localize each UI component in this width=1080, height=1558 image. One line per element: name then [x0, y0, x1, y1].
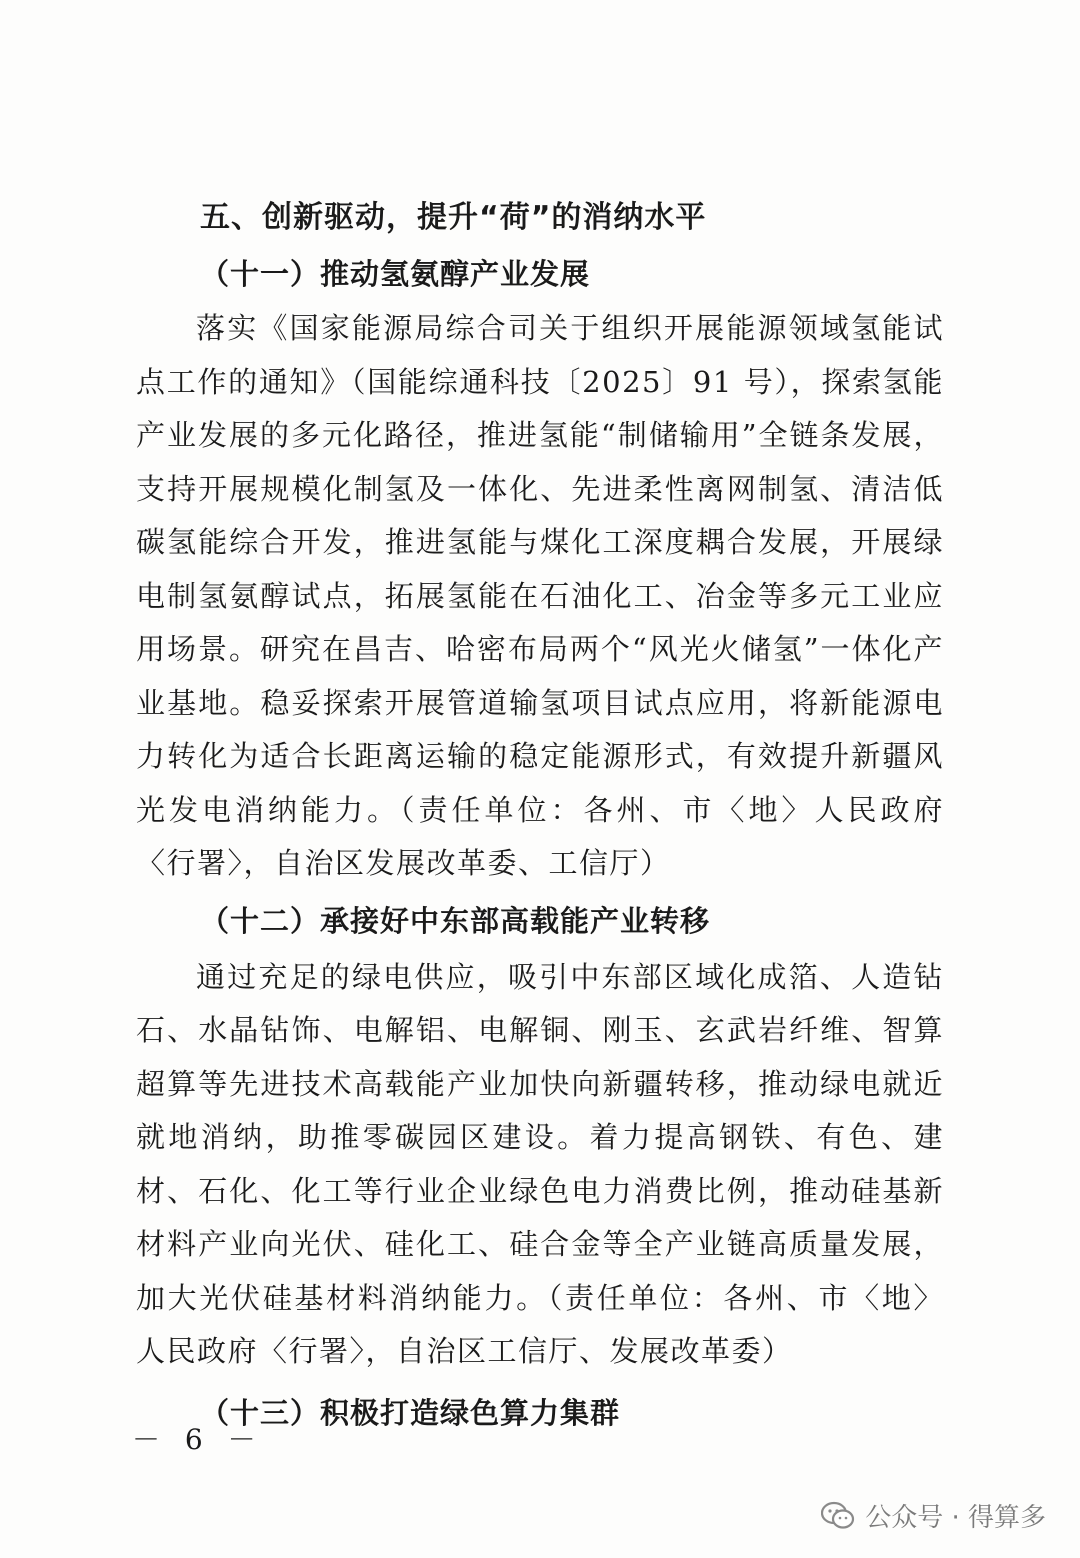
watermark-text: 公众号 · 得算多	[865, 1503, 1046, 1533]
item-11-body: 落实《国家能源局综合司关于组织开展能源领域氢能试点工作的通知》（国能综通科技〔2025〕91 号），探索氢能产业发展的多元化路径，推进氢能“制储输用”全链条发展，支持开展规模化制氢及一体化、先进柔性离网制氢、清洁低碳氢能综合开发，推进氢能与煤化工深度耦合发展，开展绿电制氢氨醇试点，拓展氢能在石油化工、冶金等多元工业应用场景。研究在昌吉、哈密布局两个“风光火储氢”一体化产业基地。稳妥探索开展管道输氢项目试点应用，将新能源电力转化为适合长距离运输的稳定能源形式，有效提升新疆风光发电消纳能力。（责任单位：各州、市〈地〉人民政府〈行署〉，自治区发展改革委、工信厅）	[136, 311, 944, 880]
document-content	[136, 190, 944, 1441]
item-13-heading: （十三）积极打造绿色算力集群	[200, 1395, 621, 1430]
section-title: 五、创新驱动，提升“荷”的消纳水平	[200, 200, 707, 235]
page-number: － 6 －	[132, 1423, 264, 1456]
item-11-heading: （十一）推动氢氨醇产业发展	[200, 257, 591, 291]
item-12-heading: （十二）承接好中东部高载能产业转移	[200, 903, 711, 938]
wechat-icon	[821, 1501, 855, 1531]
watermark	[821, 1497, 1046, 1534]
item-12-body: 通过充足的绿电供应，吸引中东部区域化成箔、人造钻石、水晶钻饰、电解铝、电解铜、刚玉、玄武岩纤维、智算超算等先进技术高载能产业加快向新疆转移，推动绿电就近就地消纳，助推零碳园区建设。着力提高钢铁、有色、建材、石化、化工等行业企业绿色电力消费比例，推动硅基新材料产业向光伏、硅化工、硅合金等全产业链高质量发展，加大光伏硅基材料消纳能力。（责任单位：各州、市〈地〉人民政府〈行署〉，自治区工信厅、发展改革委）	[136, 959, 944, 1368]
